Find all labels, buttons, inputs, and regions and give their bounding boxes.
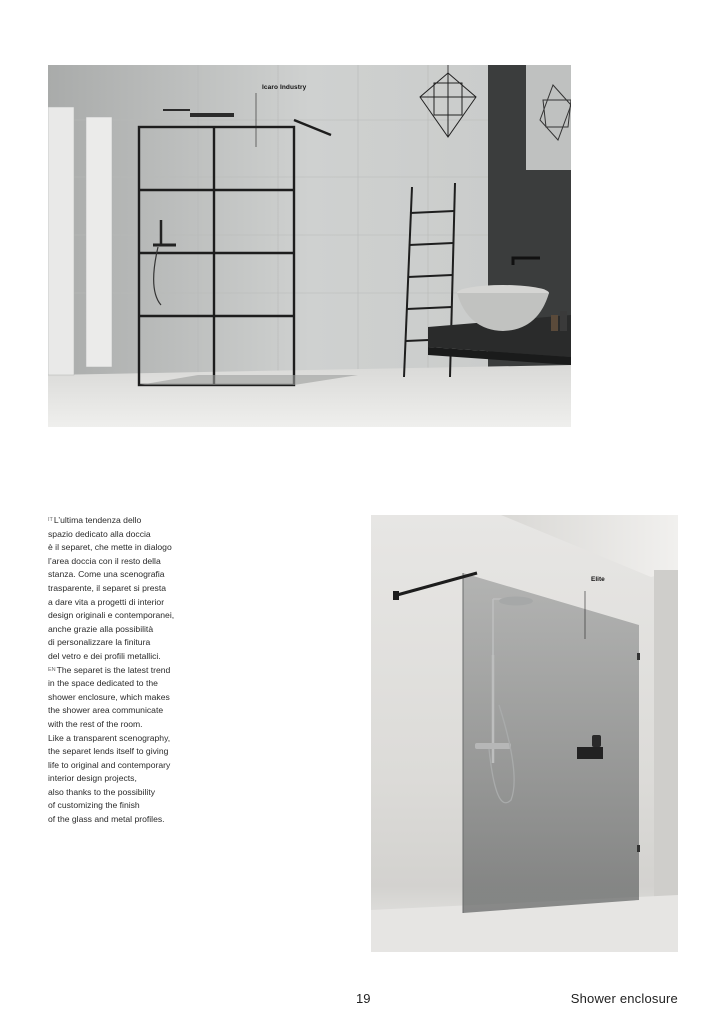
page-number: 19 [356,991,371,1006]
english-paragraph-line: the shower area communicate [48,705,164,716]
product-label-icaro-industry: Icaro Industry [262,84,307,91]
italian-marker: IT [48,517,53,523]
italian-paragraph-line: anche grazie alla possibilità [48,623,154,634]
english-paragraph-line: $^{EN}$The separet is the latest trend [48,664,171,675]
italian-paragraph-line: $^{IT}$L’ultima tendenza dello [48,515,142,525]
english-marker: EN [48,666,56,673]
photo-elite [371,515,678,952]
english-paragraph-line: shower enclosure, which makes [48,691,170,702]
english-paragraph-line: the separet lends itself to giving [48,746,169,757]
italian-paragraph-line: del vetro e dei profili metallici. [48,650,161,661]
english-paragraph-line: also thanks to the possibility [48,786,156,797]
english-paragraph-line: with the rest of the room. [48,718,143,729]
italian-paragraph-line: è il separet, che mette in dialogo [48,542,172,553]
description-text [48,514,248,827]
shower-glass-illustration [371,515,678,952]
italian-paragraph-line: design originali e contemporanei, [48,610,175,621]
english-paragraph-line: Like a transparent scenography, [48,732,171,743]
italian-paragraph-line: di personalizzare la finitura [48,637,151,648]
english-paragraph-line: of customizing the finish [48,800,140,811]
product-label-elite: Elite [591,576,605,583]
italian-paragraph-line: l’area doccia con il resto della [48,555,161,566]
english-paragraph-line: life to original and contemporary [48,759,171,770]
italian-paragraph-line: stanza. Come una scenografia [48,569,165,580]
shower-scene-illustration [48,65,571,427]
italian-paragraph-line: a dare vita a progetti di interior [48,596,165,607]
english-paragraph-line: interior design projects, [48,773,137,784]
english-paragraph-line: of the glass and metal profiles. [48,814,165,825]
italian-paragraph-line: spazio dedicato alla doccia [48,528,151,539]
english-paragraph-line: in the space dedicated to the [48,678,158,689]
italian-paragraph-line: trasparente, il separet si presta [48,582,166,593]
photo-icaro-industry [48,65,571,427]
section-title: Shower enclosure [570,991,678,1006]
